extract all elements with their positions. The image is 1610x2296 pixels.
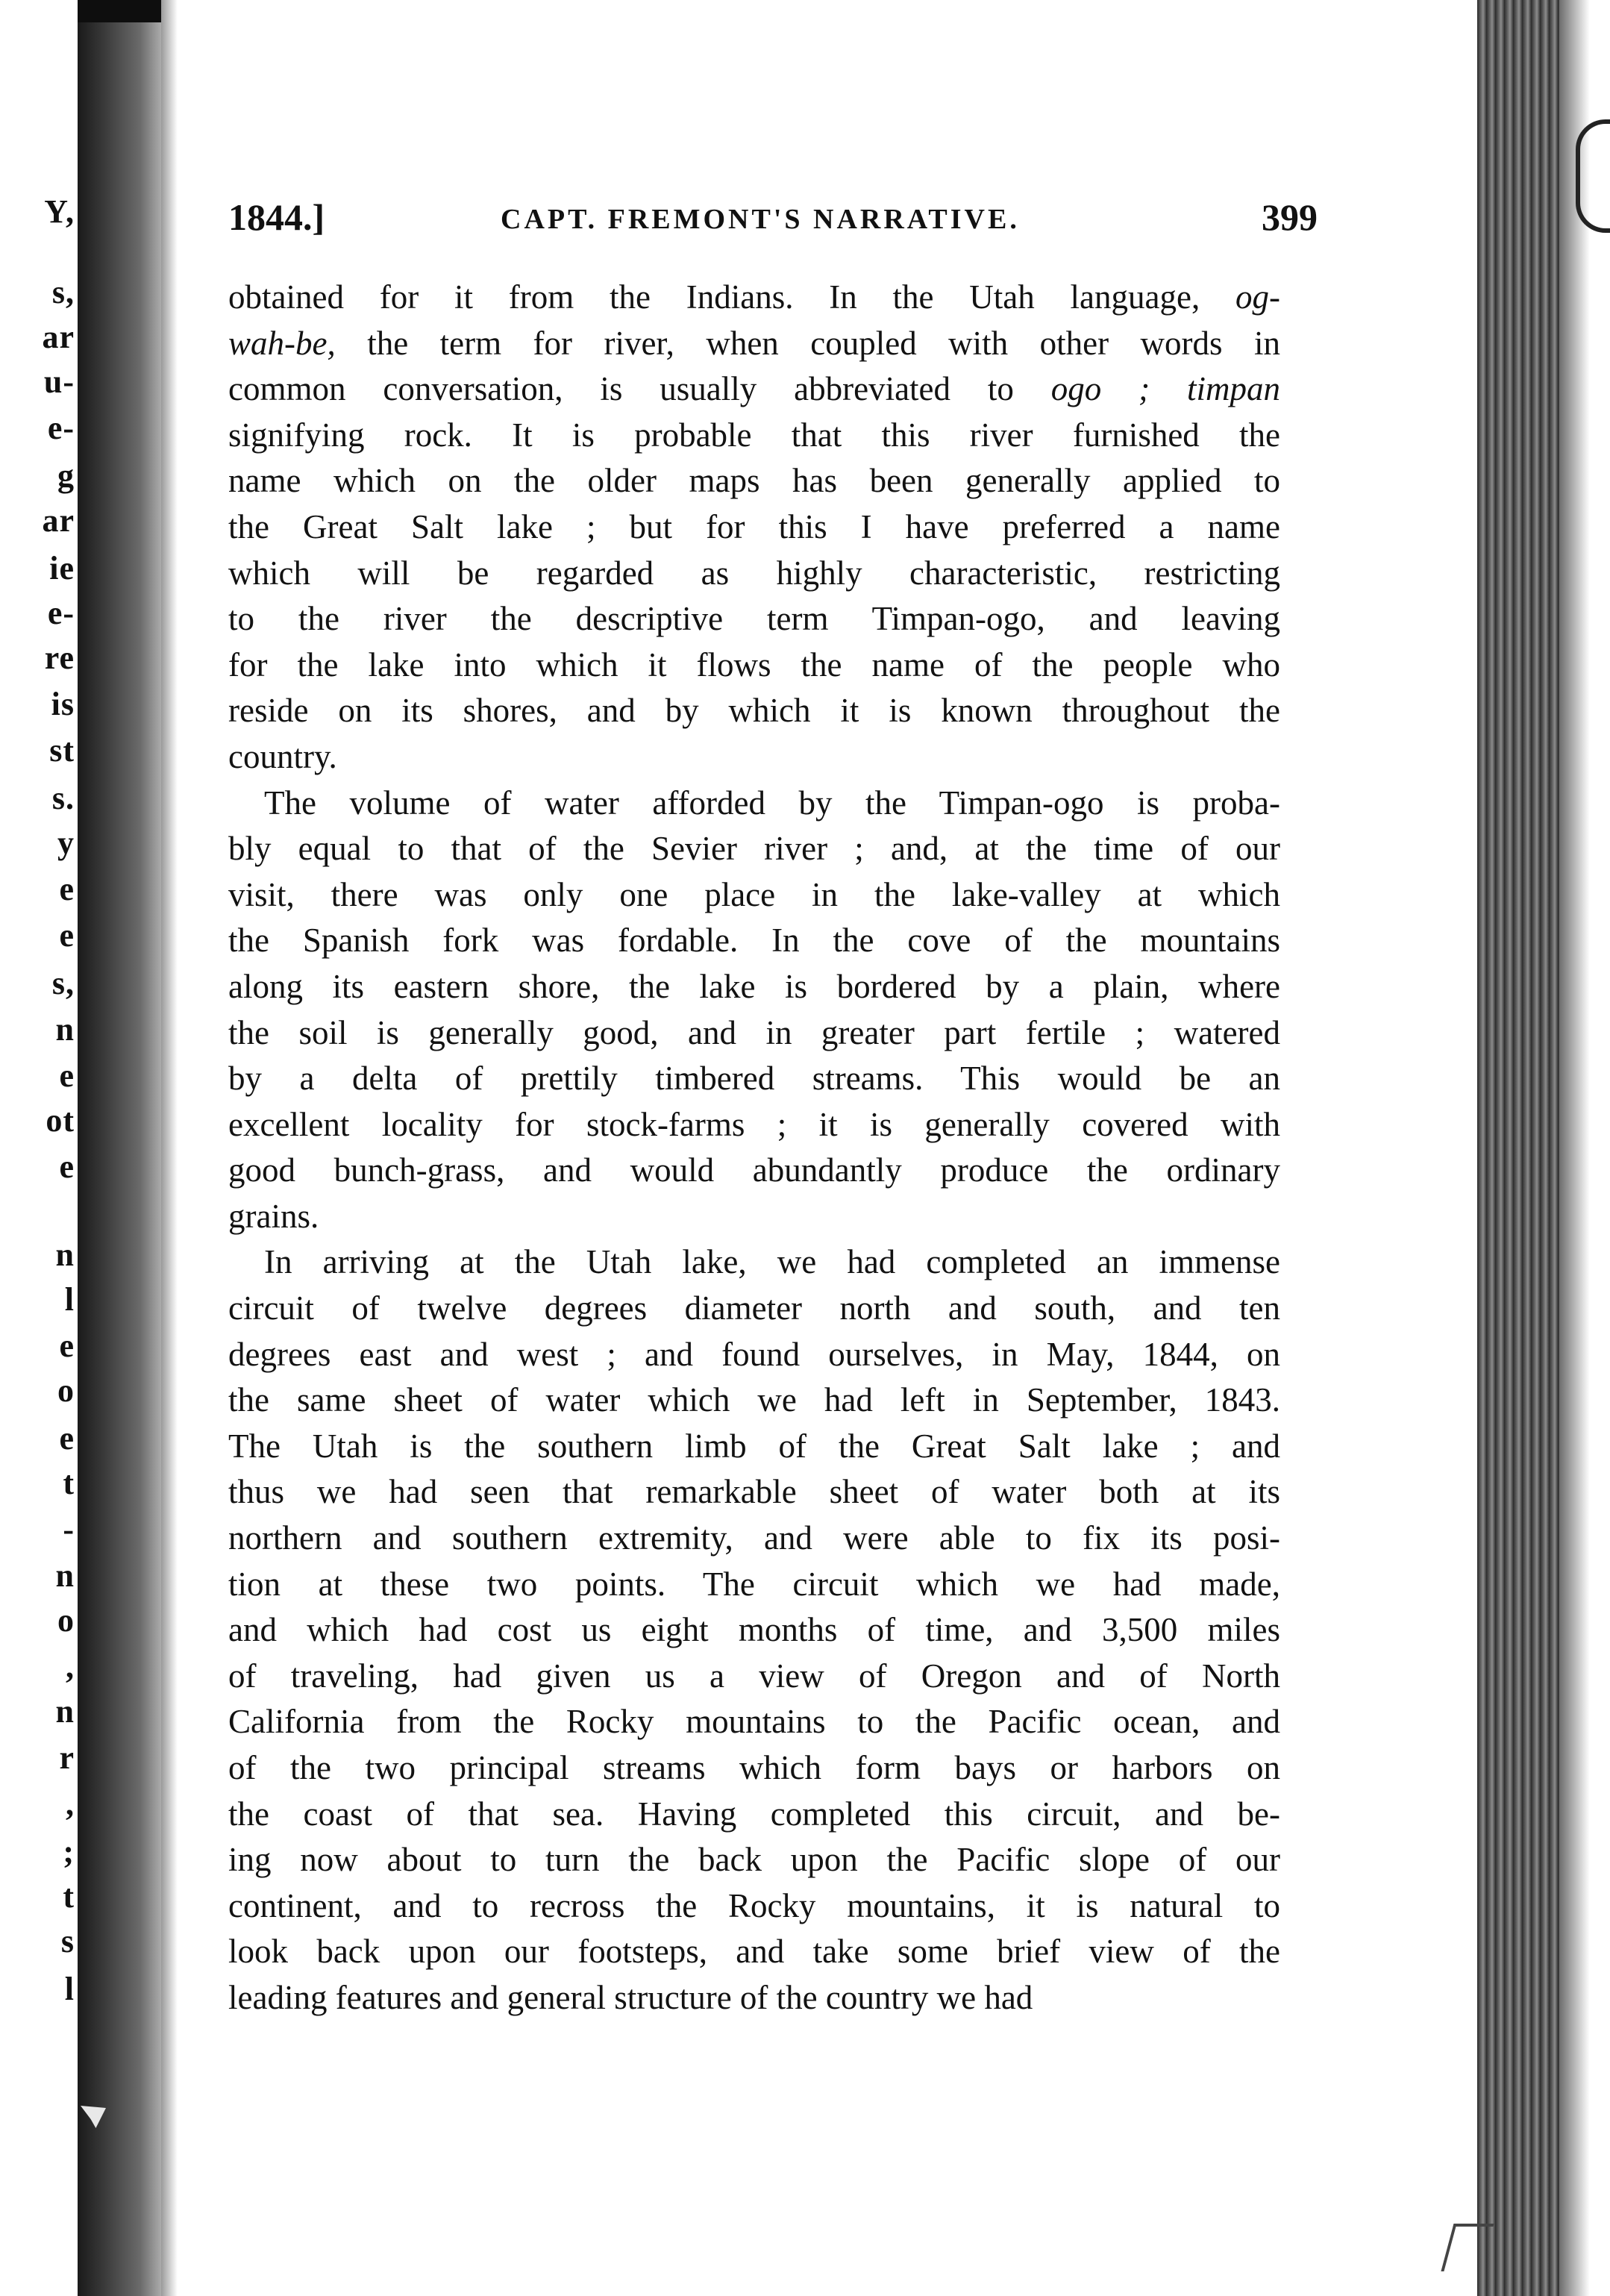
margin-fragment: ie [49,550,75,586]
text-line: to the river the descriptive term Timpan-ogo, and leaving [228,600,1280,638]
text-line: grains. [228,1197,319,1235]
text-line: thus we had seen that remarkable sheet of water both at its [228,1473,1280,1511]
text-line: circuit of twelve degrees diameter north and south, and ten [228,1289,1280,1327]
margin-fragment: ; [63,1833,75,1870]
text-line: name which on the older maps has been generally applied to [228,462,1280,500]
margin-fragment: e [59,1057,75,1094]
page-stack-highlight [1559,0,1610,2296]
text-line: California from the Rocky mountains to the Pacific ocean, and [228,1703,1280,1741]
margin-fragment: st [49,732,75,769]
margin-fragment: e [59,917,75,954]
text-line: The volume of water afforded by the Timpan-ogo is proba- [264,783,1280,822]
margin-fragment: s [60,1923,75,1959]
margin-fragment: s, [51,965,75,1001]
margin-fragment: e [59,871,75,907]
page-number: 399 [1262,196,1318,238]
text-line: the same sheet of water which we had left in September, 1843. [228,1381,1280,1419]
margin-fragment: o [57,1372,75,1409]
text-line: In arriving at the Utah lake, we had completed an immense [264,1243,1280,1281]
text-line: the Great Salt lake ; but for this I have preferred a name [228,507,1280,545]
text-line: continent, and to recross the Rocky mountains, it is natural to [228,1886,1280,1924]
text-line: tion at these two points. The circuit which we had made, [228,1565,1280,1603]
margin-fragment: l [64,1281,75,1318]
text-line: which will be regarded as highly characteristic, restricting [228,554,1280,592]
text-line: visit, there was only one place in the lake-valley at which [228,875,1280,913]
running-header [228,195,1318,240]
margin-fragment: Y, [44,193,75,230]
text-line: bly equal to that of the Sevier river ; and, at the time of our [228,830,1280,868]
margin-fragment: e [59,1148,75,1185]
margin-fragment: re [44,639,75,676]
text-line: good bunch-grass, and would abundantly produce the ordinary [228,1151,1280,1189]
bookmark-clip [1576,119,1610,233]
paragraph [228,781,1280,1240]
margin-fragment: t [63,1465,75,1501]
margin-fragment: ar [42,502,75,539]
text-line: and which had cost us eight months of time, and 3,500 miles [228,1611,1280,1649]
margin-fragment: is [51,686,75,722]
margin-fragment: e- [47,410,75,446]
margin-fragment: u- [43,363,75,400]
text-line: the soil is generally good, and in greater part fertile ; watered [228,1013,1280,1051]
margin-fragment: o [57,1602,75,1639]
margin-fragment: n [55,1693,75,1730]
margin-fragment: - [63,1511,75,1548]
book-gutter [78,0,167,2296]
book-gutter-top [78,0,167,22]
text-line: the Spanish fork was fordable. In the cove of the mountains [228,922,1280,960]
margin-fragment: n [55,1557,75,1594]
margin-fragment: e- [47,595,75,631]
margin-fragment: g [57,457,75,494]
margin-fragment: ar [42,319,75,355]
margin-fragment: s, [51,274,75,310]
text-line: by a delta of prettily timbered streams. This would be an [228,1060,1280,1098]
text-line: signifying rock. It is probable that this river furnished the [228,416,1280,454]
text-line: reside on its shores, and by which it is known throughout the [228,692,1280,730]
margin-fragment: , [66,1648,75,1685]
text-line: of the two principal streams which form bays or harbors on [228,1749,1280,1786]
margin-fragment: , [66,1786,75,1822]
text-line: common conversation, is usually abbreviated to ogo ; timpan [228,370,1280,408]
text-line: leading features and general structure of the country we had [228,1978,1033,2016]
text-line: of traveling, had given us a view of Oregon and of North [228,1657,1280,1695]
margin-fragment: s. [51,780,75,816]
text-line: wah-be, the term for river, when coupled with other words in [228,324,1280,362]
text-line: ing now about to turn the back upon the Pacific slope of our [228,1841,1280,1879]
body-text [228,275,1280,2021]
margin-fragment: y [57,825,75,861]
text-line: along its eastern shore, the lake is bordered by a plain, where [228,967,1280,1005]
paragraph [228,1239,1280,2021]
margin-fragment: n [55,1236,75,1273]
text-line: look back upon our footsteps, and take some brief view of the [228,1933,1280,1971]
header-title: CAPT. FREMONT'S NARRATIVE. [501,204,1020,235]
text-line: The Utah is the southern limb of the Great Salt lake ; and [228,1427,1280,1465]
margin-fragment: n [55,1011,75,1048]
margin-fragment: l [64,1971,75,2007]
margin-fragment: e [59,1327,75,1364]
page-shadow [161,0,178,2296]
margin-fragment: r [59,1739,75,1776]
paragraph [228,275,1280,781]
text-line: degrees east and west ; and found ourselves, in May, 1844, on [228,1335,1280,1373]
text-line: northern and southern extremity, and were able to fix its posi- [228,1519,1280,1557]
margin-fragment: e [59,1420,75,1457]
text-line: obtained for it from the Indians. In the Utah language, og- [228,278,1280,316]
header-year: 1844.] [228,196,325,238]
margin-fragment: ot [46,1102,75,1139]
text-line: country. [228,737,337,775]
text-line: for the lake into which it flows the name of the people who [228,645,1280,684]
text-line: the coast of that sea. Having completed this circuit, and be- [228,1795,1280,1833]
text-line: excellent locality for stock-farms ; it is generally covered with [228,1105,1280,1143]
margin-fragment: t [63,1878,75,1915]
